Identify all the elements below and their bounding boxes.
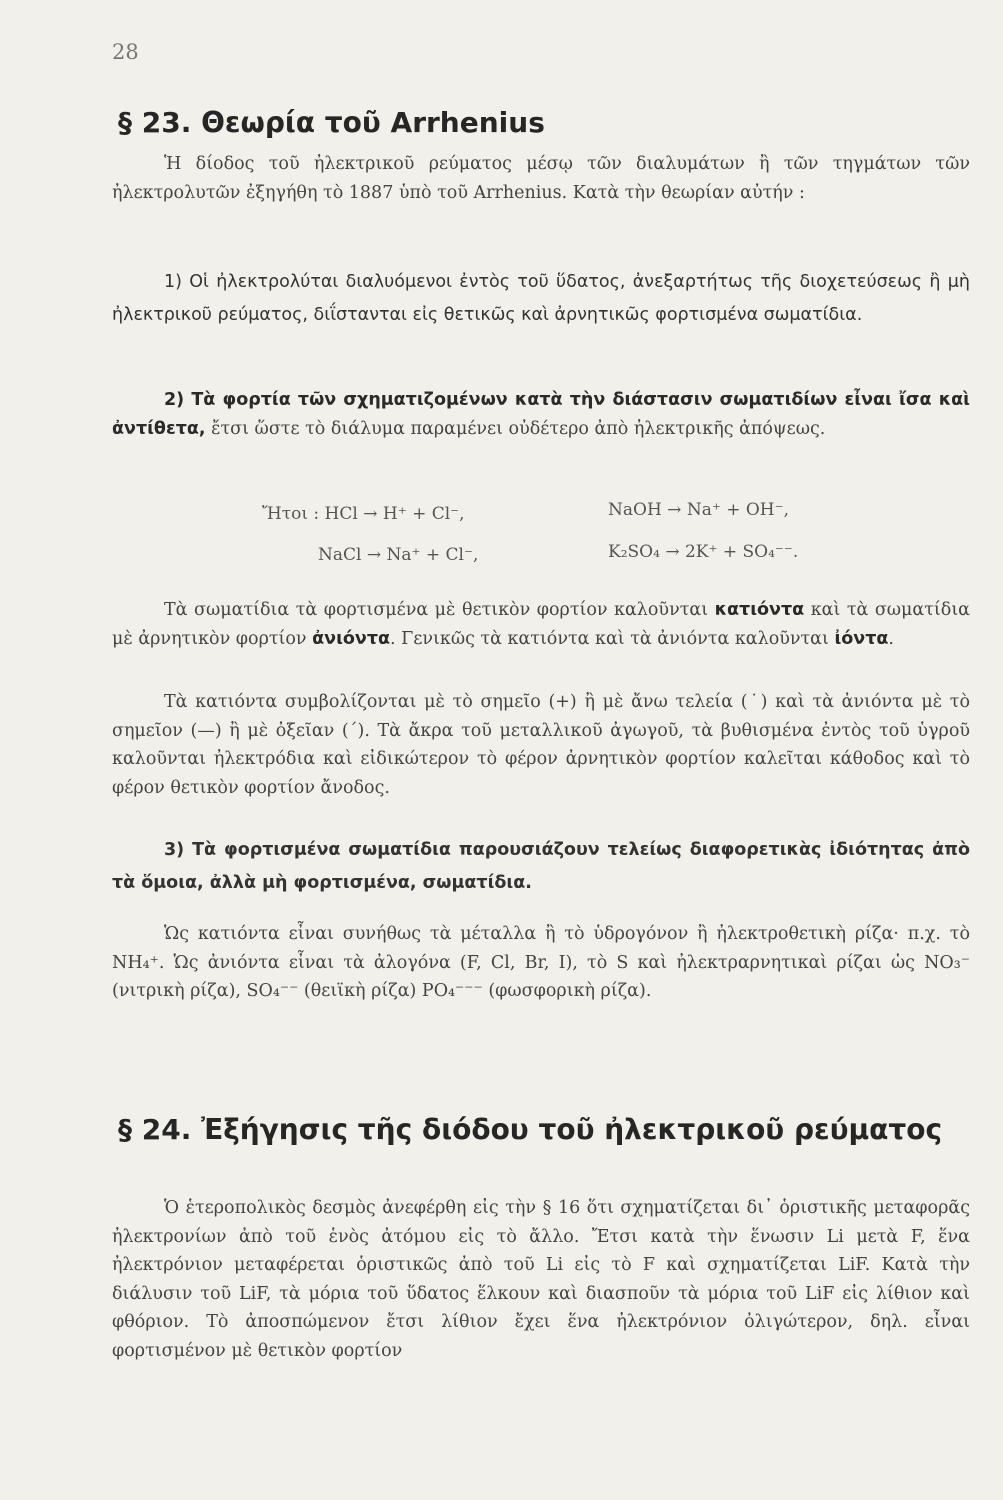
ions-text-a: Τὰ σωματίδια τὰ φορτισμένα μὲ θετικὸν φορτίον καλοῦνται [164, 600, 715, 620]
section-23-title: § 23. Θεωρία τοῦ Arrhenius [118, 106, 545, 139]
equation-nacl: NaCl → Na⁺ + Cl⁻, [318, 545, 479, 565]
symbols-paragraph: Τὰ κατιόντα συμβολίζονται μὲ τὸ σημεῖο (+) ἢ μὲ ἄνω τελεία (˙) καὶ τὰ ἀνιόντα μὲ τὸ σημεῖον (—) ἢ μὲ ὀξεῖαν (΄). Τὰ ἄκρα τοῦ μεταλλικοῦ ἀγωγοῦ, τὰ βυθισμένα ἐντὸς τοῦ ὑγροῦ καλοῦνται ἠλεκτρόδια καὶ εἰδικώτερον τὸ φέρον ἀρνητικὸν φορτίον καλεῖται κάθοδος καὶ τὸ φέρον θετικὸν φορτίον ἄνοδος. [112, 692, 970, 798]
section-23-intro: Ἡ δίοδος τοῦ ἠλεκτρικοῦ ρεύματος μέσῳ τῶν διαλυμάτων ἢ τῶν τηγμάτων τῶν ἠλεκτρολυτῶν ἐξηγήθη τὸ 1887 ὑπὸ τοῦ Arrhenius. Κατὰ τὴν θεωρίαν αὐτήν : [112, 154, 970, 203]
point-2-rest: ἔτσι ὥστε τὸ διάλυμα παραμένει οὐδέτερο ἀπὸ ἠλεκτρικῆς ἀπόψεως. [205, 418, 826, 439]
term-kationta: κατιόντα [714, 600, 805, 620]
ions-text-c: . Γενικῶς τὰ κατιόντα καὶ τὰ ἀνιόντα καλοῦνται [390, 628, 835, 649]
term-ionta: ἰόντα [834, 628, 889, 649]
section-24-paragraph: Ὁ ἑτεροπολικὸς δεσμὸς ἀνεφέρθη εἰς τὴν § 16 ὅτι σχηματίζεται δι᾽ ὁριστικῆς μεταφορᾶς ἠλεκτρονίων ἀπὸ τοῦ ἑνὸς ἀτόμου εἰς τὸ ἄλλο. Ἔτσι κατὰ τὴν ἕνωσιν Li μετὰ F, ἕνα ἠλεκτρόνιον μεταφέρεται ὁριστικῶς ἀπὸ τοῦ Li εἰς τὸ F καὶ σχηματίζεται LiF. Κατὰ τὴν διάλυσιν τοῦ LiF, τὰ μόρια τοῦ ὕδατος ἕλκουν καὶ διασποῦν τὰ μόρια τοῦ LiF εἰς λίθιον καὶ φθόριον. Τὸ ἀποσπώμενον ἔτσι λίθιον ἔχει ἕνα ἠλεκτρόνιον ὀλιγώτερον, δηλ. εἶναι φορτισμένον μὲ θετικὸν φορτίον [112, 1198, 970, 1361]
point-3: 3) Τὰ φορτισμένα σωματίδια παρουσιάζουν τελείως διαφορετικὰς ἰδιότητας ἀπὸ τὰ ὅμοια, ἀλλὰ μὴ φορτισμένα, σωματίδια. [112, 840, 970, 893]
ions-text-d: . [888, 628, 894, 649]
equation-hcl: Ἤτοι : HCl → H⁺ + Cl⁻, [262, 504, 465, 524]
ions-text-b: καὶ τὰ σωματίδια μὲ ἀρνητικὸν φορτίον [112, 600, 971, 649]
equation-k2so4: K₂SO₄ → 2K⁺ + SO₄⁻⁻. [608, 542, 799, 562]
point-1: 1) Οἱ ἠλεκτρολύται διαλυόμενοι ἐντὸς τοῦ ὕδατος, ἀνεξαρτήτως τῆς διοχετεύσεως ἢ μὴ ἠλεκτρικοῦ ρεύματος, διΐστανται εἰς θετικῶς καὶ ἀρνητικῶς φορτισμένα σωματίδια. [112, 272, 970, 325]
examples-paragraph: Ὡς κατιόντα εἶναι συνήθως τὰ μέταλλα ἢ τὸ ὑδρογόνον ἢ ἠλεκτροθετικὴ ρίζα· π.χ. τὸ NH₄⁺. Ὡς ἀνιόντα εἶναι τὰ ἀλογόνα (F, Cl, Br, I), τὸ S καὶ ἠλεκτραρνητικαὶ ρίζαι ὡς NO₃⁻ (νιτρικὴ ρίζα), SO₄⁻⁻ (θειϊκὴ ρίζα) PO₄⁻⁻⁻ (φωσφορικὴ ρίζα). [112, 924, 970, 1001]
term-anionta: ἀνιόντα [312, 628, 391, 649]
point-2 [112, 386, 970, 443]
page-number: 28 [112, 40, 139, 64]
point-2-bold: 2) Τὰ φορτία τῶν σχηματιζομένων κατὰ τὴν διάστασιν σωματιδίων εἶναι ἴσα καὶ ἀντίθετα, [112, 390, 970, 439]
equation-naoh: NaOH → Na⁺ + OH⁻, [608, 500, 789, 520]
ions-definition [112, 596, 970, 653]
section-24-title: § 24. Ἐξήγησις τῆς διόδου τοῦ ἠλεκτρικοῦ ρεύματος [118, 1113, 943, 1146]
